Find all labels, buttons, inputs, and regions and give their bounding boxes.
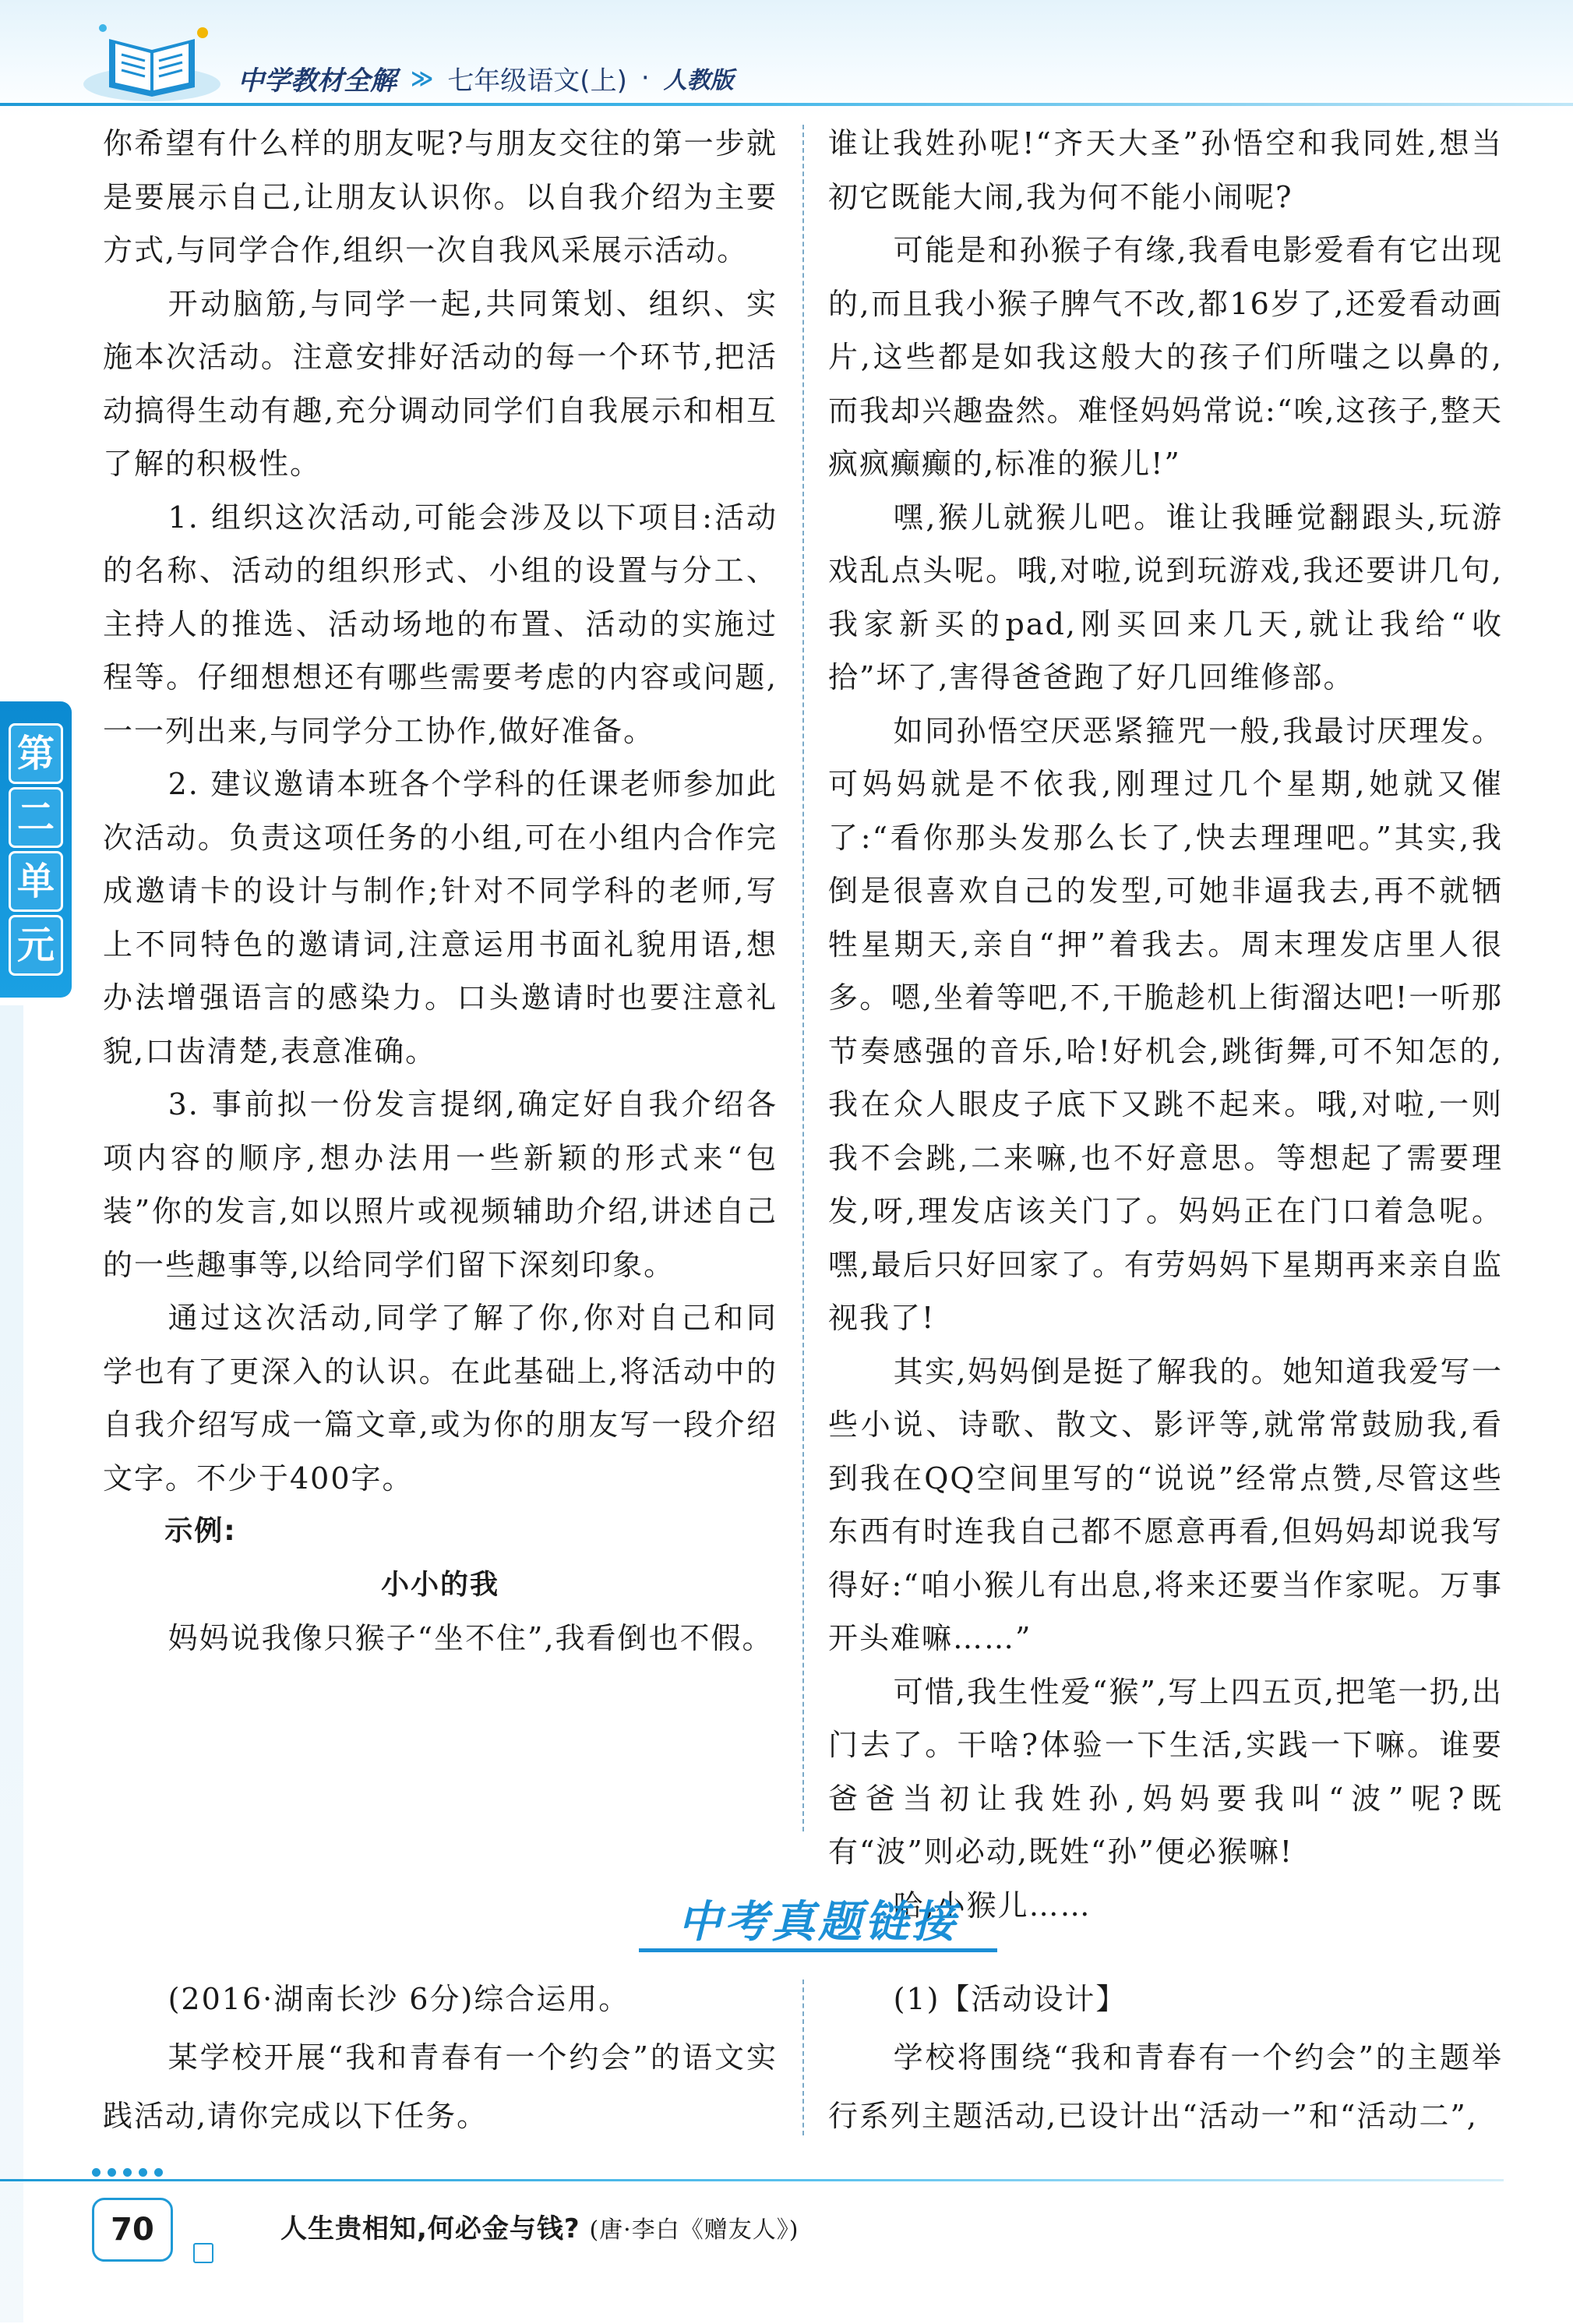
exam-subheading: (1)【活动设计】	[893, 1982, 1127, 2016]
paragraph: 你希望有什么样的朋友呢?与朋友交往的第一步就是要展示自己,让朋友认识你。以自我介绍为主要方式,与同学合作,组织一次自我风采展示活动。	[103, 126, 778, 267]
footer-rule	[0, 2179, 1504, 2181]
footer-dots	[92, 2168, 163, 2177]
column-divider	[802, 125, 804, 1831]
header-rule	[0, 103, 1573, 106]
quote-text: 人生贵相知,何必金与钱?	[280, 2213, 580, 2245]
unit-tab-char: 二	[9, 787, 63, 848]
header-title	[238, 55, 734, 101]
paragraph: 2. 建议邀请本班各个学科的任课老师参加此次活动。负责这项任务的小组,可在小组内合作完成邀请卡的设计与制作;针对不同学科的老师,写上不同特色的邀请词,注意运用书面礼貌用语,想办法增强语言的感染力。口头邀请时也要注意礼貌,口齿清楚,表意准确。	[103, 767, 778, 1068]
exam-banner-underline	[639, 1948, 997, 1952]
page-number: 70	[92, 2198, 173, 2262]
unit-tab-char: 元	[9, 915, 63, 976]
paragraph: 哈,小猴儿……	[893, 1888, 1092, 1923]
paragraph: 学校将围绕“我和青春有一个约会”的主题举行系列主题活动,已设计出“活动一”和“活动二”,	[828, 2040, 1503, 2133]
column-divider	[802, 1980, 804, 2135]
square-icon	[193, 2243, 213, 2263]
separator-dot: ·	[640, 62, 650, 94]
paragraph: 妈妈说我像只猴子“坐不住”,我看倒也不假。	[168, 1621, 774, 1655]
footer-quote	[280, 2206, 799, 2252]
example-label: 示例:	[164, 1515, 237, 1547]
left-column	[103, 117, 778, 1665]
example-title: 小小的我	[380, 1568, 499, 1601]
unit-side-tab	[0, 701, 72, 998]
paragraph: 如同孙悟空厌恶紧箍咒一般,我最讨厌理发。可妈妈就是不依我,刚理过几个星期,她就又催了:“看你那头发那么长了,快去理理吧。”其实,我倒是很喜欢自己的发型,可她非逼我去,再不就牺牲星期天,亲自“押”着我去。周末理发店里人很多。嗯,坐着等吧,不,干脆趁机上街溜达吧!一听那节奏感强的音乐,哈!好机会,跳街舞,可不知怎的,我在众人眼皮子底下又跳不起来。哦,对啦,一则我不会跳,二来嘛,也不好意思。等想起了需要理发,呀,理发店该关门了。妈妈正在门口着急呢。嘿,最后只好回家了。有劳妈妈下星期再来亲自监视我了!	[828, 713, 1503, 1335]
paragraph: 3. 事前拟一份发言提纲,确定好自我介绍各项内容的顺序,想办法用一些新颖的形式来“包装”你的发言,如以照片或视频辅助介绍,讲述自己的一些趣事等,以给同学们留下深刻印象。	[103, 1087, 778, 1282]
exam-right-column	[828, 1970, 1503, 2146]
brand-name: 中学教材全解	[238, 65, 397, 97]
header-background	[0, 0, 1573, 117]
paragraph: 某学校开展“我和青春有一个约会”的语文实践活动,请你完成以下任务。	[103, 2040, 778, 2133]
chevron-right-icon: ≫	[411, 65, 434, 91]
paragraph: 其实,妈妈倒是挺了解我的。她知道我爱写一些小说、诗歌、散文、影评等,就常常鼓励我,看到我在QQ空间里写的“说说”经常点赞,尽管这些东西有时连我自己都不愿意再看,但妈妈却说我写得好:“咱小猴儿有出息,将来还要当作家呢。万事开头难嘛……”	[828, 1354, 1503, 1655]
paragraph: 开动脑筋,与同学一起,共同策划、组织、实施本次活动。注意安排好活动的每一个环节,把活动搞得生动有趣,充分调动同学们自我展示和相互了解的积极性。	[103, 286, 778, 481]
exam-banner	[647, 1895, 989, 1950]
exam-left-column	[103, 1970, 778, 2146]
paragraph: 谁让我姓孙呢!“齐天大圣”孙悟空和我同姓,想当初它既能大闹,我为何不能小闹呢?	[828, 126, 1503, 214]
paragraph: 通过这次活动,同学了解了你,你对自己和同学也有了更深入的认识。在此基础上,将活动中的自我介绍写成一篇文章,或为你的朋友写一段介绍文字。不少于400字。	[103, 1301, 778, 1496]
paragraph: 嘿,猴儿就猴儿吧。谁让我睡觉翻跟头,玩游戏乱点头呢。哦,对啦,说到玩游戏,我还要讲几句,我家新买的pad,刚买回来几天,就让我给“收拾”坏了,害得爸爸跑了好几回维修部。	[828, 500, 1503, 694]
right-column	[828, 117, 1503, 1932]
edition-label: 人教版	[663, 67, 734, 94]
quote-source: (唐·李白《赠友人》)	[589, 2216, 799, 2244]
paragraph: 可能是和孙猴子有缘,我看电影爱看有它出现的,而且我小猴子脾气不改,都16岁了,还爱看动画片,这些都是如我这般大的孩子们所嗤之以鼻的,而我却兴趣盎然。难怪妈妈常说:“唉,这孩子,整天疯疯癫癫的,标准的猴儿!”	[828, 233, 1503, 481]
subject-label: 七年级语文(上)	[447, 65, 627, 97]
book-logo-icon	[78, 16, 226, 108]
paragraph: 可惜,我生性爱“猴”,写上四五页,把笔一扔,出门去了。干啥?体验一下生活,实践一下嘛。谁要爸爸当初让我姓孙,妈妈要我叫“波”呢?既有“波”则必动,既姓“孙”便必猴嘛!	[828, 1674, 1503, 1869]
unit-tab-char: 单	[9, 851, 63, 912]
unit-tab-char: 第	[9, 723, 63, 784]
paragraph: 1. 组织这次活动,可能会涉及以下项目:活动的名称、活动的组织形式、小组的设置与分工、主持人的推选、活动场地的布置、活动的实施过程等。仔细想想还有哪些需要考虑的内容或问题,一一列出来,与同学分工协作,做好准备。	[103, 500, 778, 748]
side-band	[0, 1005, 23, 2322]
exam-source: (2016·湖南长沙 6分)综合运用。	[168, 1982, 630, 2016]
exam-banner-title: 中考真题链接	[678, 1897, 958, 1948]
